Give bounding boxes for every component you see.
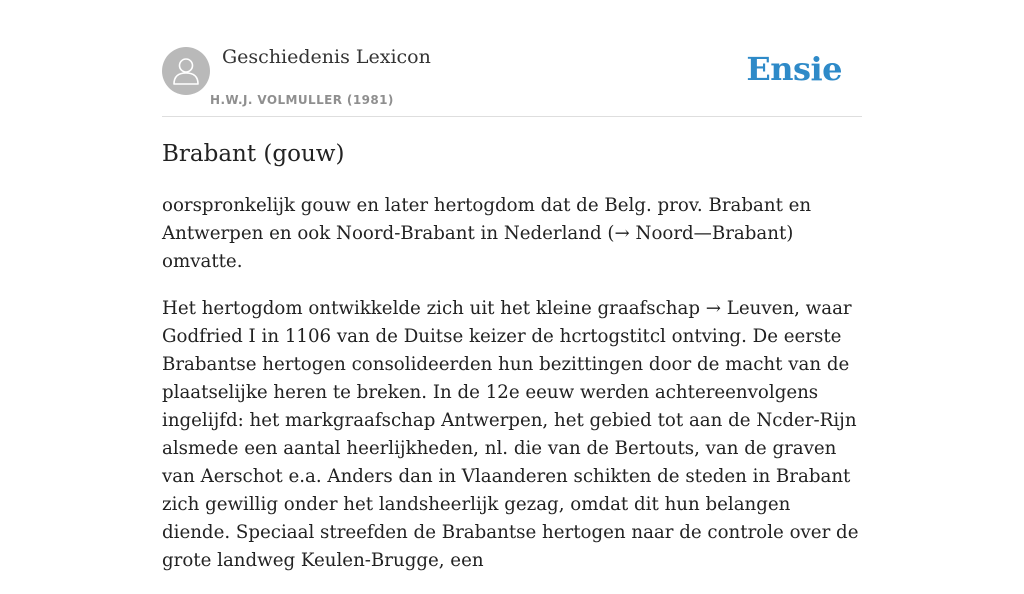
user-icon xyxy=(162,47,210,95)
article-body xyxy=(162,192,862,594)
lexicon-title[interactable]: Geschiedenis Lexicon xyxy=(222,46,431,68)
page-title: Brabant (gouw) xyxy=(162,141,345,167)
article-paragraph: oorspronkelijk gouw en later hertogdom dat de Belg. prov. Brabant en Antwerpen en ook Noord-Brabant in Nederland (→ Noord—Brabant) omvatte. xyxy=(162,195,812,272)
article-paragraph: Het hertogdom ontwikkelde zich uit het kleine graafschap → Leuven, waar Godfried I in 1106 van de Duitse keizer de hcrtogstitcl ontving. De eerste Brabantse hertogen consolideerden hun bezittingen door de macht van de plaatselijke heren te breken. In de 12e eeuw werden achtereenvolgens ingelijfd: het markgraafschap Antwerpen, het gebied tot aan de Ncder-Rijn alsmede een aantal heerlijkheden, nl. die van de Bertouts, van de graven van Aerschot e.a. Anders dan in Vlaanderen schikten de steden in Brabant zich gewillig onder het landsheerlijk gezag, omdat dit hun belangen diende. Speciaal streefden de Brabantse hertogen naar de controle over de grote landweg Keulen-Brugge, een xyxy=(162,298,859,571)
lexicon-author[interactable]: H.W.J. VOLMULLER (1981) xyxy=(210,93,394,107)
header xyxy=(162,0,862,117)
avatar[interactable] xyxy=(162,47,210,95)
brand-logo[interactable]: Ensie xyxy=(746,50,842,88)
page xyxy=(162,0,862,571)
